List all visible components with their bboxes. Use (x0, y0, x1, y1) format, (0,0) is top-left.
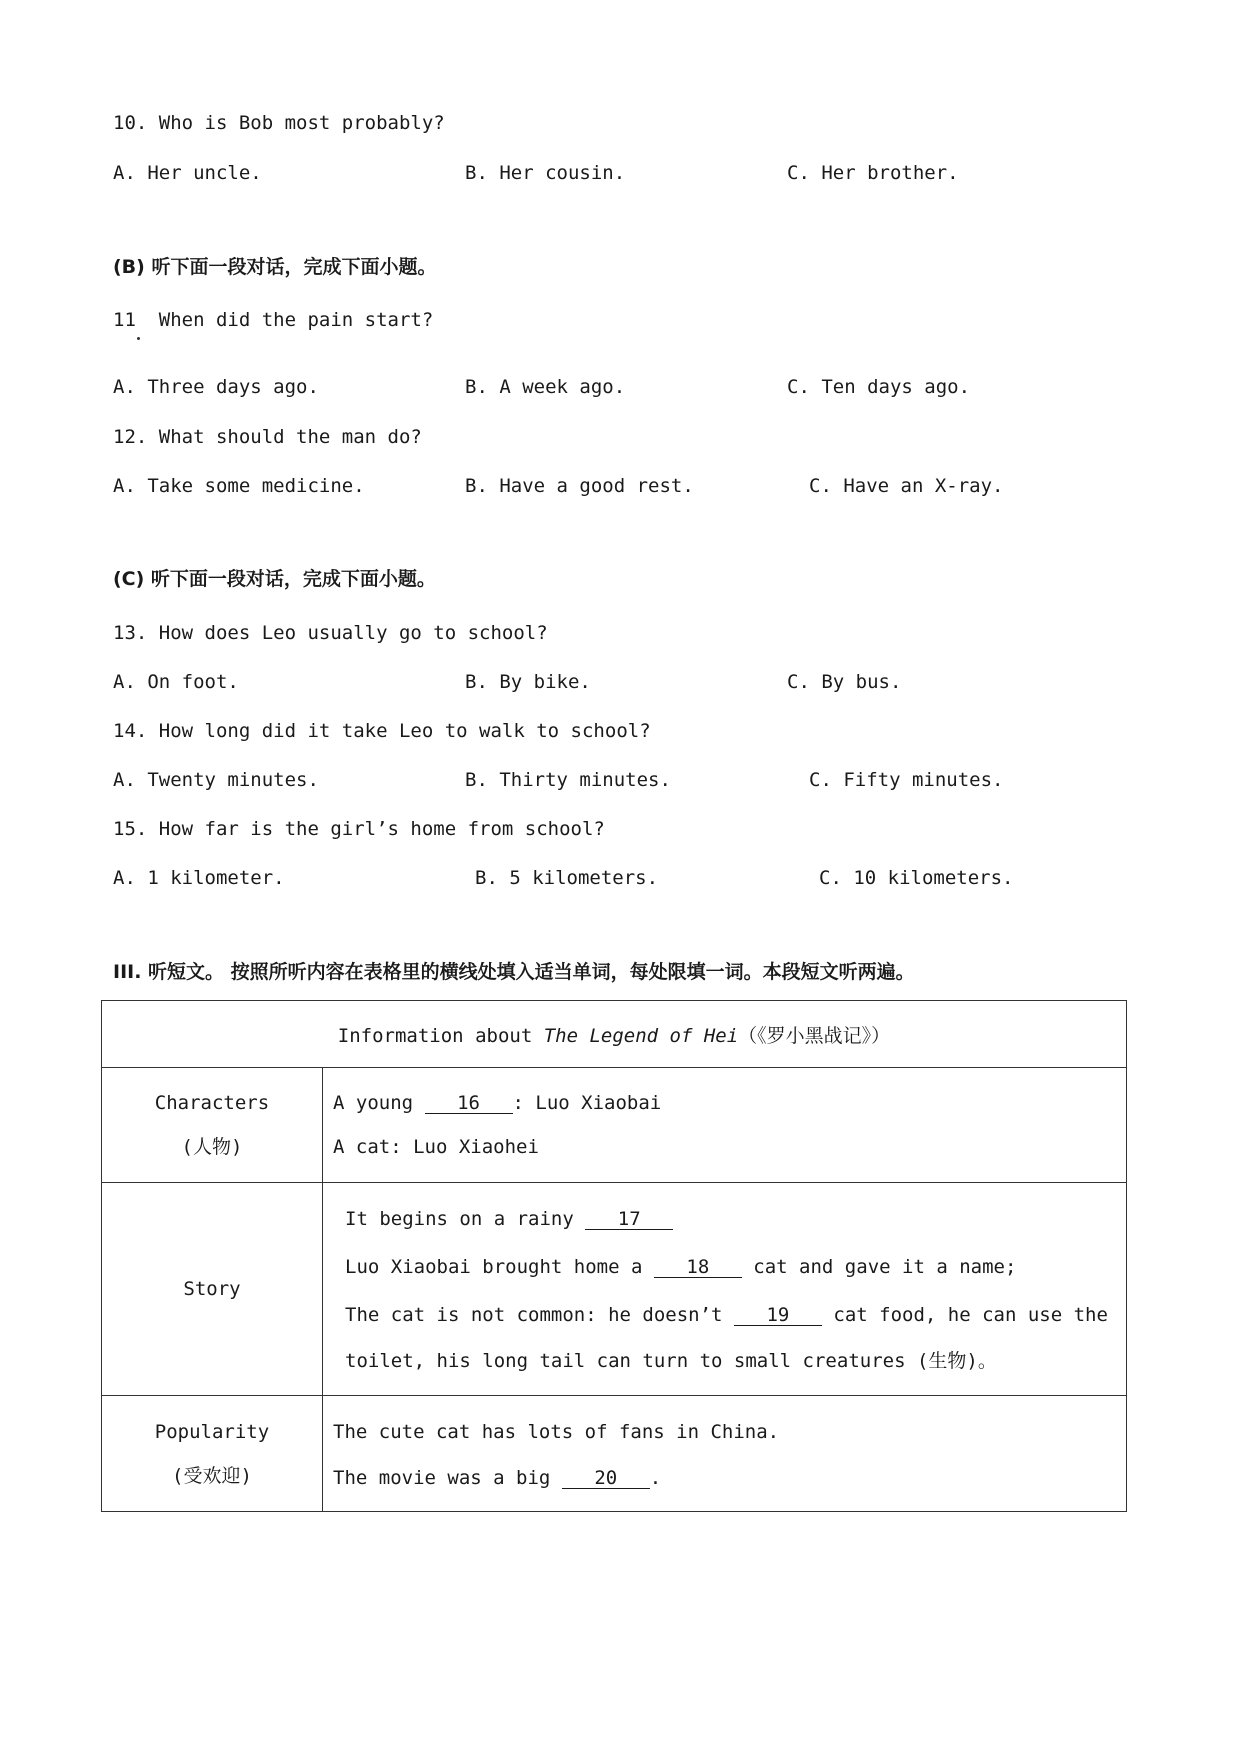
q15-option-c[interactable]: C. 10 kilometers. (819, 867, 1014, 889)
story-label-cell (102, 1183, 323, 1396)
title-suffix: （《罗小黑战记》） (738, 1024, 891, 1047)
section-c-heading: (C) 听下面一段对话，完成下面小题。 (113, 568, 436, 590)
q14-option-c[interactable]: C. Fifty minutes. (809, 769, 1004, 791)
section-b-heading: (B) 听下面一段对话，完成下面小题。 (113, 256, 437, 278)
blank-18[interactable]: 18 (654, 1257, 742, 1278)
popularity-line2-post: . (649, 1466, 662, 1489)
q10-option-c[interactable]: C. Her brother. (787, 162, 959, 184)
question-10: 10. Who is Bob most probably? (113, 112, 445, 134)
q15-option-a[interactable]: A. 1 kilometer. (113, 867, 285, 889)
blank-19[interactable]: 19 (734, 1305, 822, 1326)
characters-line1-pre: A young (333, 1092, 425, 1114)
characters-line1-post: : Luo Xiaobai (512, 1092, 662, 1114)
question-11: 11 When did the pain start? (113, 309, 434, 331)
characters-label-cn: (人物) (181, 1136, 243, 1158)
question-13: 13. How does Leo usually go to school? (113, 622, 548, 644)
popularity-label: Popularity (154, 1420, 270, 1443)
q14-option-a[interactable]: A. Twenty minutes. (113, 769, 319, 791)
q13-option-b[interactable]: B. By bike. (465, 671, 591, 693)
blank-16[interactable]: 16 (425, 1093, 513, 1114)
story-line1-pre: It begins on a rainy (345, 1208, 586, 1230)
story-line3-post: cat food, he can use the (821, 1304, 1108, 1326)
q15-option-b[interactable]: B. 5 kilometers. (475, 867, 659, 889)
blank-17[interactable]: 17 (585, 1209, 673, 1230)
q13-option-c[interactable]: C. By bus. (787, 671, 902, 693)
q12-option-c[interactable]: C. Have an X-ray. (809, 475, 1004, 497)
popularity-line1: The cute cat has lots of fans in China. (333, 1420, 780, 1443)
q11-option-a[interactable]: A. Three days ago. (113, 376, 319, 398)
story-line2-post: cat and gave it a name; (741, 1256, 1017, 1278)
q12-option-a[interactable]: A. Take some medicine. (113, 475, 365, 497)
popularity-line2-pre: The movie was a big (333, 1466, 562, 1489)
story-label: Story (183, 1278, 241, 1300)
table-title (102, 1001, 1127, 1068)
title-prefix: Information about (337, 1024, 544, 1047)
question-15: 15. How far is the girl’s home from school? (113, 818, 605, 840)
q10-option-a[interactable]: A. Her uncle. (113, 162, 262, 184)
q13-option-a[interactable]: A. On foot. (113, 671, 239, 693)
q14-option-b[interactable]: B. Thirty minutes. (465, 769, 671, 791)
story-line2-pre: Luo Xiaobai brought home a (345, 1256, 654, 1278)
question-12: 12. What should the man do? (113, 426, 422, 448)
story-content (323, 1183, 1127, 1396)
q11-option-b[interactable]: B. A week ago. (465, 376, 626, 398)
q10-option-b[interactable]: B. Her cousin. (465, 162, 626, 184)
characters-label: Characters (154, 1092, 270, 1114)
section-iii-heading: III. 听短文。 按照所听内容在表格里的横线处填入适当单词，每处限填一词。本段短文听两遍。 (113, 961, 915, 983)
characters-content (323, 1068, 1127, 1183)
characters-label-cell (102, 1068, 323, 1183)
q12-option-b[interactable]: B. Have a good rest. (465, 475, 694, 497)
popularity-label-cn: (受欢迎) (172, 1464, 252, 1487)
characters-line2: A cat: Luo Xiaohei (333, 1136, 539, 1158)
popularity-label-cell (102, 1396, 323, 1512)
blank-20[interactable]: 20 (562, 1468, 650, 1489)
q11-option-c[interactable]: C. Ten days ago. (787, 376, 971, 398)
dot-mark (137, 337, 140, 340)
info-table (101, 1000, 1127, 1512)
story-line4: toilet, his long tail can turn to small creatures (生物)。 (345, 1350, 997, 1372)
popularity-content (323, 1396, 1127, 1512)
story-line3-pre: The cat is not common: he doesn’t (345, 1304, 734, 1326)
title-italic: The Legend of Hei (543, 1024, 739, 1047)
question-14: 14. How long did it take Leo to walk to school? (113, 720, 651, 742)
